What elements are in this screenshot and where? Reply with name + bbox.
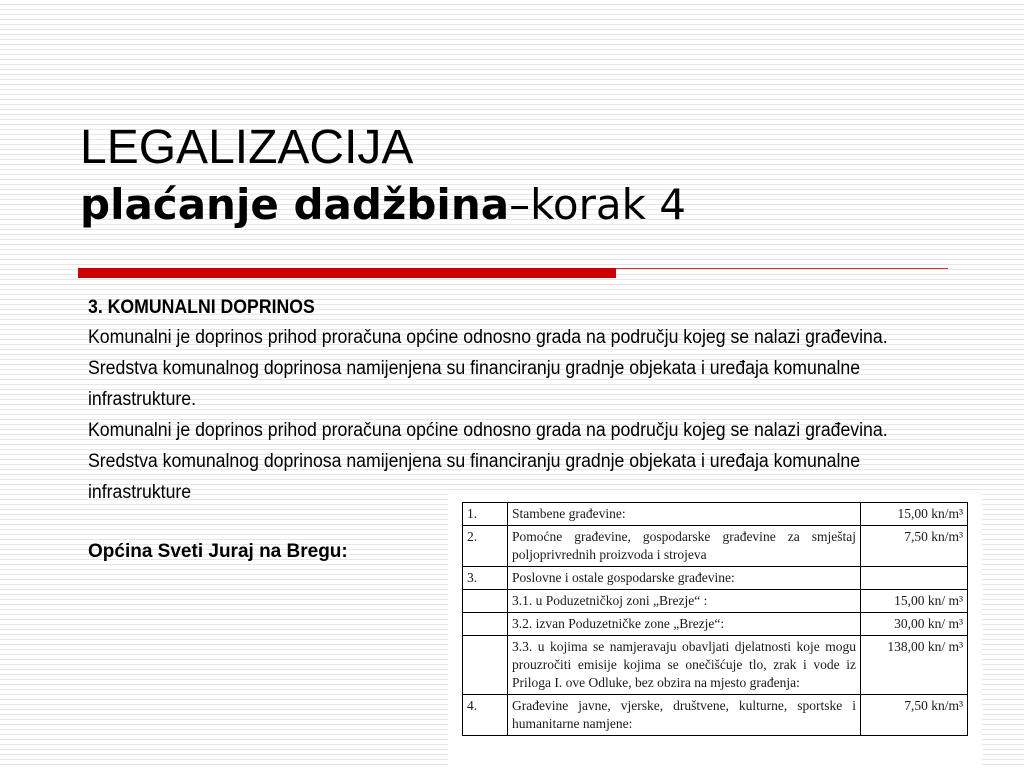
section-heading: 3. KOMUNALNI DOPRINOS <box>88 297 315 318</box>
row-value: 15,00 kn/m³ <box>861 503 968 526</box>
table-row <box>463 695 968 736</box>
row-number: 4. <box>463 695 508 736</box>
row-value: 7,50 kn/m³ <box>861 526 968 567</box>
title-underline-thin <box>616 268 948 269</box>
row-description: 3.2. izvan Poduzetničke zone „Brezje“: <box>508 613 861 636</box>
table-row <box>463 526 968 567</box>
body-paragraph-1: Komunalni je doprinos prihod proračuna općine odnosno grada na području kojeg se nalazi građevina. Sredstva komunalnog doprinosa namijenjena su financiranju gradnje objekata i uređaja komunalne infrastrukture. <box>88 327 888 410</box>
row-description: Pomoćne građevine, gospodarske građevine za smještaj poljoprivrednih proizvoda i strojeva <box>508 526 861 567</box>
slide-title <box>80 120 960 234</box>
row-value: 7,50 kn/m³ <box>861 695 968 736</box>
row-description: 3.3. u kojima se namjeravaju obavljati djelatnosti koje mogu prouzročiti emisije kojima se onečišćuje tlo, zrak i vode iz Priloga I. ove Odluke, bez obzira na mjesto građenja: <box>508 636 861 695</box>
row-description: Poslovne i ostale gospodarske građevine: <box>508 567 861 590</box>
table-row <box>463 590 968 613</box>
title-subtitle-bold: plaćanje dadžbina <box>80 180 510 229</box>
fee-table-panel <box>448 490 982 768</box>
row-description: 3.1. u Poduzetničkoj zoni „Brezje“ : <box>508 590 861 613</box>
title-subtitle-step: –korak 4 <box>509 180 686 229</box>
fee-table <box>462 502 968 736</box>
row-number <box>463 636 508 695</box>
row-value <box>861 567 968 590</box>
slide-body <box>88 294 888 508</box>
row-number: 2. <box>463 526 508 567</box>
table-row <box>463 567 968 590</box>
table-row <box>463 613 968 636</box>
table-row <box>463 636 968 695</box>
title-underline-thick <box>78 268 616 278</box>
row-number <box>463 613 508 636</box>
title-subtitle <box>80 176 960 234</box>
row-value: 138,00 kn/ m³ <box>861 636 968 695</box>
row-number: 3. <box>463 567 508 590</box>
row-description: Građevine javne, vjerske, društvene, kulturne, sportske i humanitarne namjene: <box>508 695 861 736</box>
title-main: LEGALIZACIJA <box>80 121 414 174</box>
row-number <box>463 590 508 613</box>
row-value: 15,00 kn/ m³ <box>861 590 968 613</box>
row-description: Stambene građevine: <box>508 503 861 526</box>
body-paragraph-2: Komunalni je doprinos prihod proračuna općine odnosno grada na području kojeg se nalazi građevina. Sredstva komunalnog doprinosa namijenjena su financiranju gradnje objekata i uređaja komunalne infrastrukture <box>88 420 888 503</box>
row-number: 1. <box>463 503 508 526</box>
table-row <box>463 503 968 526</box>
municipality-label: Općina Sveti Juraj na Bregu: <box>88 541 348 562</box>
row-value: 30,00 kn/ m³ <box>861 613 968 636</box>
